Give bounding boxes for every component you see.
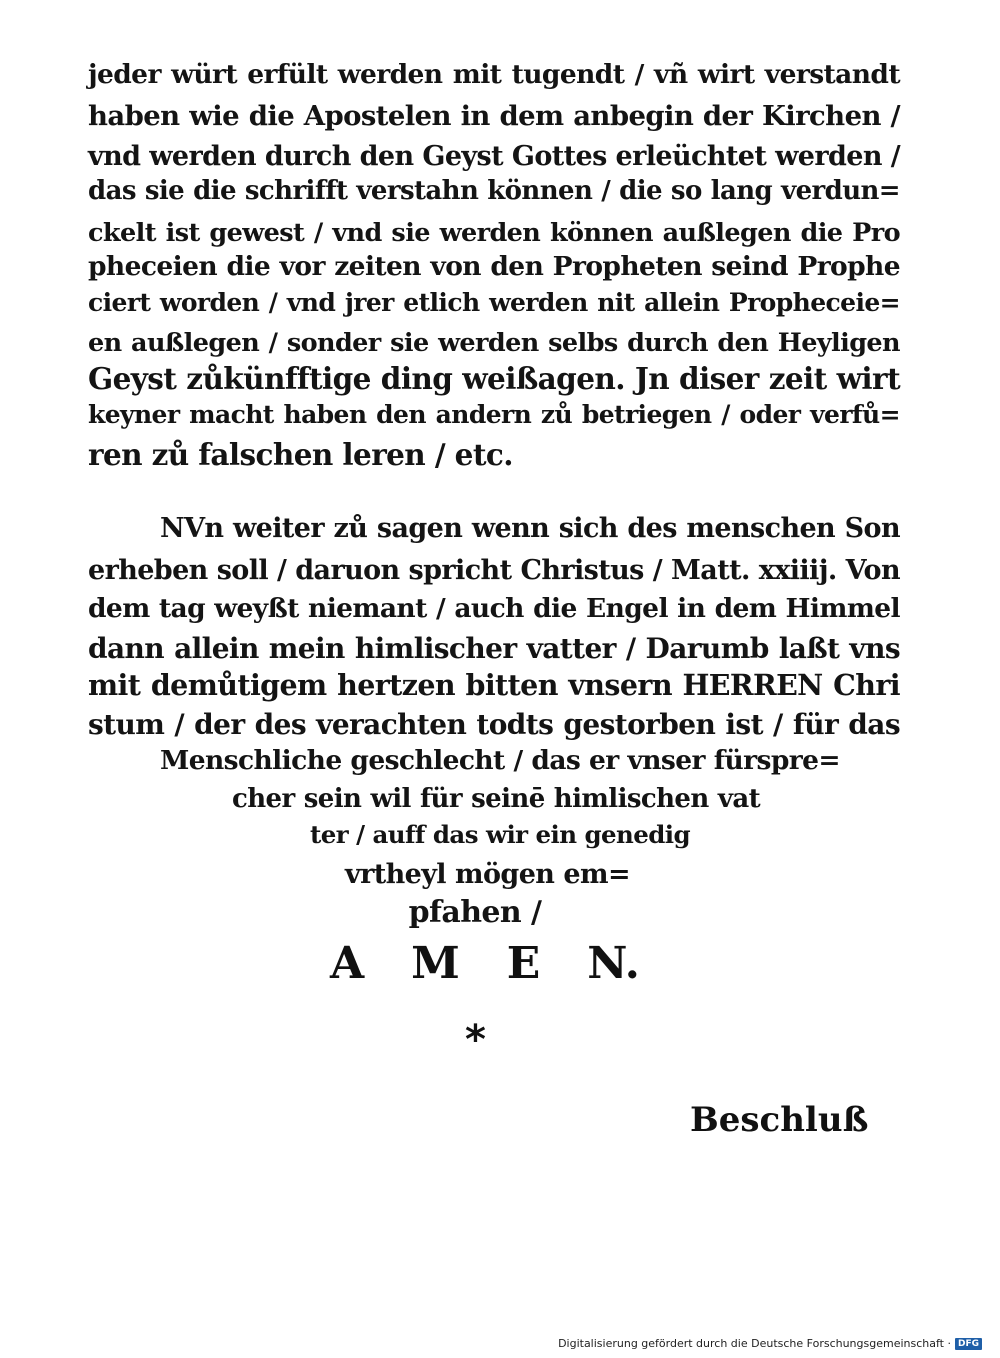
amen-letter: A [330,938,365,989]
text-line: haben wie die Apostelen in dem anbegin der Kirchen / [88,100,900,132]
text-line: dem tag weyßt niemant / auch die Engel in dem Himmel [88,593,900,624]
ornament-asterisk: * [465,1017,486,1063]
text-line: ciert worden / vnd jrer etlich werden nit allein Propheceie= [88,288,900,317]
text-line: mit demůtigem hertzen bitten vnsern HERREN Chri [88,668,900,702]
text-line: vnd werden durch den Geyst Gottes erleüchtet werden / [88,141,900,172]
credit-text: Digitalisierung gefördert durch die Deutsche Forschungsgemeinschaft · [558,1337,951,1350]
digitization-credit [558,1337,982,1351]
text-line: ckelt ist gewest / vnd sie werden können außlegen die Pro [88,218,900,248]
text-line-taper: ter / auff das wir ein genedig [310,820,690,849]
catchword: Beschluß [690,1100,869,1140]
text-line-taper: cher sein wil für seinē himlischen vat [232,784,760,814]
paragraph-opening-line: NVn weiter zů sagen wenn sich des menschen Son [160,513,900,544]
amen-letter: N. [587,938,640,989]
text-line-taper: Menschliche geschlecht / das er vnser fürspre= [160,745,840,776]
dfg-logo: DFG [955,1338,982,1350]
text-line: jeder würt erfült werden mit tugendt / vñ wirt verstandt [88,59,900,90]
amen-letter: M [411,938,460,989]
text-line: stum / der des verachten todts gestorben ist / für das [88,708,900,741]
text-line: keyner macht haben den andern zů betriegen / oder verfů= [88,400,900,429]
text-line: en außlegen / sonder sie werden selbs durch den Heyligen [88,328,900,358]
text-line: dann allein mein himlischer vatter / Darumb laßt vns [88,632,900,665]
text-line: Geyst zůkünfftige ding weißagen. Jn diser zeit wirt [88,361,900,396]
text-line: pheceien die vor zeiten von den Propheten seind Prophe [88,251,900,282]
amen-closing [330,940,640,988]
text-line-taper: pfahen / [408,895,542,930]
text-line: erheben soll / daruon spricht Christus / Matt. xxiiij. Von [88,555,900,586]
text-line-taper: vrtheyl mögen em= [345,859,630,890]
amen-letter: E [506,938,541,989]
text-line: das sie die schrifft verstahn können / die so lang verdun= [88,176,900,206]
text-line-last: ren zů falschen leren / etc. [88,437,513,472]
